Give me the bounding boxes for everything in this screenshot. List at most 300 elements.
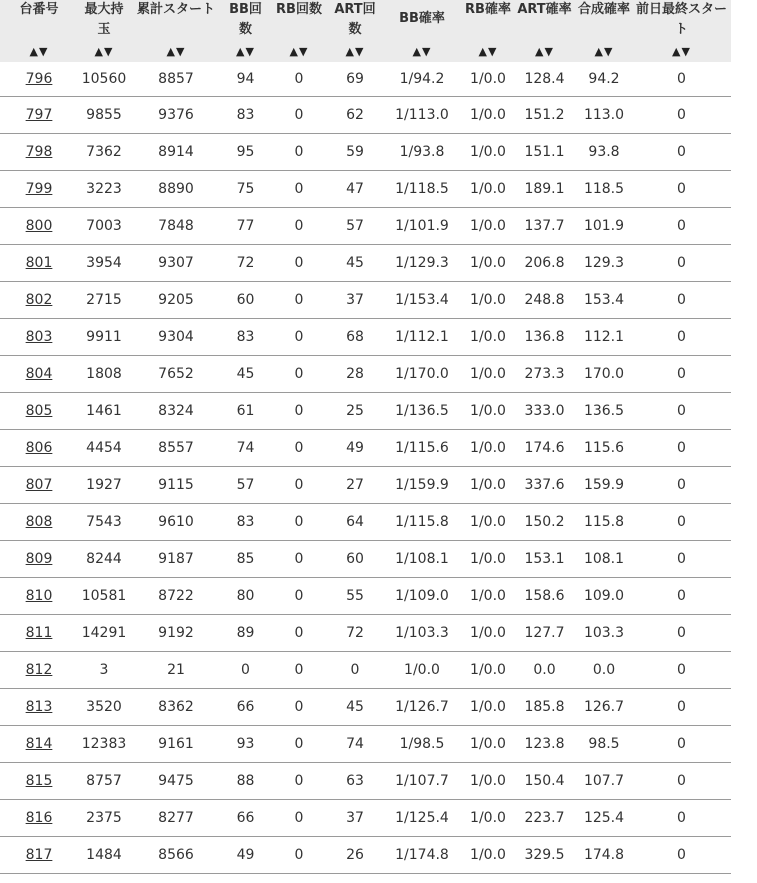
cell-rb: 0 xyxy=(269,62,329,97)
table-row xyxy=(0,689,731,726)
sort-cell-art xyxy=(329,42,381,62)
column-header-rb xyxy=(269,0,329,42)
sort-cell-artp xyxy=(513,42,576,62)
cell-id xyxy=(0,356,78,393)
column-label-total: 累計スタート xyxy=(136,2,215,17)
machine-number-link[interactable]: 811 xyxy=(25,625,53,641)
column-label-art: ART回数 xyxy=(334,2,376,37)
cell-rb: 0 xyxy=(269,134,329,171)
machine-number-link[interactable]: 806 xyxy=(25,440,53,456)
sort-asc-icon[interactable]: ▲ xyxy=(672,45,682,58)
cell-bbp: 1/129.3 xyxy=(381,245,463,282)
machine-number-link[interactable]: 809 xyxy=(25,551,53,567)
cell-max: 1484 xyxy=(78,837,130,874)
table-row xyxy=(0,726,731,763)
cell-bb: 60 xyxy=(222,282,269,319)
sort-asc-icon[interactable]: ▲ xyxy=(94,45,104,58)
cell-total: 21 xyxy=(130,652,222,689)
cell-comb: 113.0 xyxy=(576,97,632,134)
cell-rbp: 1/0.0 xyxy=(463,319,513,356)
cell-art: 27 xyxy=(329,467,381,504)
sort-desc-icon[interactable]: ▼ xyxy=(422,45,432,58)
cell-artp: 333.0 xyxy=(513,393,576,430)
column-header-bb xyxy=(222,0,269,42)
cell-art: 25 xyxy=(329,393,381,430)
machine-number-link[interactable]: 803 xyxy=(25,329,53,345)
cell-rbp: 1/0.0 xyxy=(463,652,513,689)
cell-rbp: 1/0.0 xyxy=(463,430,513,467)
cell-bbp: 1/94.2 xyxy=(381,62,463,97)
sort-asc-icon[interactable]: ▲ xyxy=(29,45,39,58)
cell-max: 1927 xyxy=(78,467,130,504)
cell-max: 7543 xyxy=(78,504,130,541)
cell-artp: 174.6 xyxy=(513,430,576,467)
cell-art: 63 xyxy=(329,763,381,800)
table-row xyxy=(0,245,731,282)
cell-bb: 0 xyxy=(222,652,269,689)
sort-desc-icon[interactable]: ▼ xyxy=(681,45,691,58)
machine-number-link[interactable]: 797 xyxy=(25,107,53,123)
cell-rb: 0 xyxy=(269,504,329,541)
cell-art: 59 xyxy=(329,134,381,171)
sort-cell-bb xyxy=(222,42,269,62)
column-header-bbp xyxy=(381,0,463,42)
column-header-total xyxy=(130,0,222,42)
cell-artp: 128.4 xyxy=(513,62,576,97)
machine-number-link[interactable]: 815 xyxy=(25,773,53,789)
cell-bbp: 1/107.7 xyxy=(381,763,463,800)
cell-rb: 0 xyxy=(269,578,329,615)
cell-id xyxy=(0,134,78,171)
cell-bb: 61 xyxy=(222,393,269,430)
cell-total: 9161 xyxy=(130,726,222,763)
cell-prev: 0 xyxy=(632,430,731,467)
table-row xyxy=(0,282,731,319)
cell-prev: 0 xyxy=(632,97,731,134)
cell-bb: 80 xyxy=(222,578,269,615)
cell-rb: 0 xyxy=(269,430,329,467)
cell-bb: 49 xyxy=(222,837,269,874)
table-row xyxy=(0,467,731,504)
cell-max: 2375 xyxy=(78,800,130,837)
sort-desc-icon[interactable]: ▼ xyxy=(176,45,186,58)
machine-number-link[interactable]: 805 xyxy=(25,403,53,419)
cell-art: 26 xyxy=(329,837,381,874)
sort-desc-icon[interactable]: ▼ xyxy=(299,45,309,58)
table-row xyxy=(0,319,731,356)
cell-max: 8757 xyxy=(78,763,130,800)
cell-rbp: 1/0.0 xyxy=(463,356,513,393)
cell-prev: 0 xyxy=(632,393,731,430)
cell-prev: 0 xyxy=(632,282,731,319)
cell-bb: 45 xyxy=(222,356,269,393)
cell-rbp: 1/0.0 xyxy=(463,393,513,430)
cell-comb: 170.0 xyxy=(576,356,632,393)
cell-artp: 273.3 xyxy=(513,356,576,393)
sort-cell-bbp xyxy=(381,42,463,62)
cell-bbp: 1/136.5 xyxy=(381,393,463,430)
cell-total: 9475 xyxy=(130,763,222,800)
sort-arrows xyxy=(672,42,691,61)
cell-artp: 127.7 xyxy=(513,615,576,652)
cell-artp: 206.8 xyxy=(513,245,576,282)
machine-number-link[interactable]: 812 xyxy=(25,662,53,678)
machine-number-link[interactable]: 810 xyxy=(25,588,53,604)
cell-bbp: 1/174.8 xyxy=(381,837,463,874)
machine-number-link[interactable]: 808 xyxy=(25,514,53,530)
sort-desc-icon[interactable]: ▼ xyxy=(544,45,554,58)
cell-art: 37 xyxy=(329,800,381,837)
cell-max: 12383 xyxy=(78,726,130,763)
cell-id xyxy=(0,430,78,467)
cell-comb: 115.6 xyxy=(576,430,632,467)
cell-max: 10581 xyxy=(78,578,130,615)
cell-max: 3520 xyxy=(78,689,130,726)
column-header-comb xyxy=(576,0,632,42)
cell-id xyxy=(0,393,78,430)
machine-number-link[interactable]: 798 xyxy=(25,144,53,160)
table-body xyxy=(0,62,731,874)
sort-arrows xyxy=(95,42,114,61)
cell-max: 2715 xyxy=(78,282,130,319)
cell-rbp: 1/0.0 xyxy=(463,800,513,837)
cell-rbp: 1/0.0 xyxy=(463,689,513,726)
cell-rb: 0 xyxy=(269,393,329,430)
cell-artp: 153.1 xyxy=(513,541,576,578)
sort-arrows xyxy=(413,42,432,61)
cell-rb: 0 xyxy=(269,726,329,763)
machine-number-link[interactable]: 801 xyxy=(25,255,53,271)
cell-total: 9187 xyxy=(130,541,222,578)
cell-total: 8857 xyxy=(130,62,222,97)
cell-rb: 0 xyxy=(269,800,329,837)
cell-rbp: 1/0.0 xyxy=(463,578,513,615)
cell-art: 47 xyxy=(329,171,381,208)
cell-rbp: 1/0.0 xyxy=(463,726,513,763)
cell-artp: 136.8 xyxy=(513,319,576,356)
cell-bbp: 1/0.0 xyxy=(381,652,463,689)
cell-artp: 0.0 xyxy=(513,652,576,689)
cell-bbp: 1/153.4 xyxy=(381,282,463,319)
sort-desc-icon[interactable]: ▼ xyxy=(488,45,498,58)
cell-bb: 94 xyxy=(222,62,269,97)
table-row xyxy=(0,615,731,652)
cell-bb: 57 xyxy=(222,467,269,504)
cell-rb: 0 xyxy=(269,208,329,245)
cell-max: 3223 xyxy=(78,171,130,208)
cell-rbp: 1/0.0 xyxy=(463,134,513,171)
cell-id xyxy=(0,208,78,245)
cell-art: 62 xyxy=(329,97,381,134)
cell-bb: 75 xyxy=(222,171,269,208)
cell-rb: 0 xyxy=(269,689,329,726)
cell-bbp: 1/159.9 xyxy=(381,467,463,504)
cell-rbp: 1/0.0 xyxy=(463,171,513,208)
table-row xyxy=(0,171,731,208)
cell-rb: 0 xyxy=(269,467,329,504)
sort-cell-rb xyxy=(269,42,329,62)
cell-comb: 103.3 xyxy=(576,615,632,652)
cell-rbp: 1/0.0 xyxy=(463,541,513,578)
sort-asc-icon[interactable]: ▲ xyxy=(478,45,488,58)
column-label-id: 台番号 xyxy=(19,2,59,17)
sort-desc-icon[interactable]: ▼ xyxy=(245,45,255,58)
cell-id xyxy=(0,800,78,837)
table-row xyxy=(0,134,731,171)
cell-prev: 0 xyxy=(632,689,731,726)
cell-comb: 118.5 xyxy=(576,171,632,208)
cell-comb: 126.7 xyxy=(576,689,632,726)
cell-prev: 0 xyxy=(632,615,731,652)
cell-artp: 189.1 xyxy=(513,171,576,208)
sort-asc-icon[interactable]: ▲ xyxy=(412,45,422,58)
cell-id xyxy=(0,837,78,874)
cell-rbp: 1/0.0 xyxy=(463,208,513,245)
machine-number-link[interactable]: 802 xyxy=(25,292,53,308)
table-row xyxy=(0,430,731,467)
cell-rb: 0 xyxy=(269,652,329,689)
cell-comb: 115.8 xyxy=(576,504,632,541)
cell-comb: 159.9 xyxy=(576,467,632,504)
cell-comb: 153.4 xyxy=(576,282,632,319)
cell-comb: 101.9 xyxy=(576,208,632,245)
cell-artp: 150.4 xyxy=(513,763,576,800)
cell-rbp: 1/0.0 xyxy=(463,837,513,874)
cell-id xyxy=(0,97,78,134)
cell-art: 28 xyxy=(329,356,381,393)
cell-comb: 93.8 xyxy=(576,134,632,171)
cell-artp: 337.6 xyxy=(513,467,576,504)
machine-number-link[interactable]: 814 xyxy=(25,736,53,752)
sort-arrows xyxy=(595,42,614,61)
machine-number-link[interactable]: 813 xyxy=(25,699,53,715)
cell-id xyxy=(0,171,78,208)
cell-prev: 0 xyxy=(632,134,731,171)
table-row xyxy=(0,652,731,689)
cell-art: 45 xyxy=(329,689,381,726)
cell-prev: 0 xyxy=(632,319,731,356)
cell-comb: 136.5 xyxy=(576,393,632,430)
cell-max: 9911 xyxy=(78,319,130,356)
cell-id xyxy=(0,689,78,726)
cell-bbp: 1/98.5 xyxy=(381,726,463,763)
cell-max: 9855 xyxy=(78,97,130,134)
cell-comb: 125.4 xyxy=(576,800,632,837)
cell-total: 9205 xyxy=(130,282,222,319)
sort-asc-icon[interactable]: ▲ xyxy=(166,45,176,58)
cell-total: 8324 xyxy=(130,393,222,430)
sort-arrows xyxy=(290,42,309,61)
cell-bbp: 1/113.0 xyxy=(381,97,463,134)
cell-max: 1461 xyxy=(78,393,130,430)
cell-bb: 77 xyxy=(222,208,269,245)
sort-cell-id xyxy=(0,42,78,62)
cell-total: 8557 xyxy=(130,430,222,467)
cell-total: 9610 xyxy=(130,504,222,541)
cell-artp: 150.2 xyxy=(513,504,576,541)
cell-total: 9192 xyxy=(130,615,222,652)
table-row xyxy=(0,208,731,245)
cell-art: 55 xyxy=(329,578,381,615)
column-label-rbp: RB確率 xyxy=(465,2,511,17)
cell-comb: 174.8 xyxy=(576,837,632,874)
sort-arrows xyxy=(479,42,498,61)
machine-number-link[interactable]: 817 xyxy=(25,847,53,863)
cell-comb: 108.1 xyxy=(576,541,632,578)
cell-bbp: 1/118.5 xyxy=(381,171,463,208)
cell-prev: 0 xyxy=(632,356,731,393)
cell-bbp: 1/170.0 xyxy=(381,356,463,393)
cell-max: 3954 xyxy=(78,245,130,282)
cell-artp: 329.5 xyxy=(513,837,576,874)
cell-art: 68 xyxy=(329,319,381,356)
cell-total: 8277 xyxy=(130,800,222,837)
cell-prev: 0 xyxy=(632,578,731,615)
column-header-max xyxy=(78,0,130,42)
cell-artp: 158.6 xyxy=(513,578,576,615)
sort-arrows xyxy=(167,42,186,61)
cell-total: 9115 xyxy=(130,467,222,504)
cell-rb: 0 xyxy=(269,319,329,356)
cell-id xyxy=(0,504,78,541)
cell-art: 69 xyxy=(329,62,381,97)
sort-asc-icon[interactable]: ▲ xyxy=(535,45,545,58)
cell-bb: 88 xyxy=(222,763,269,800)
cell-rbp: 1/0.0 xyxy=(463,97,513,134)
cell-prev: 0 xyxy=(632,245,731,282)
cell-prev: 0 xyxy=(632,504,731,541)
column-label-max: 最大持玉 xyxy=(84,2,124,37)
cell-id xyxy=(0,541,78,578)
cell-artp: 151.1 xyxy=(513,134,576,171)
cell-art: 72 xyxy=(329,615,381,652)
machine-number-link[interactable]: 800 xyxy=(25,218,53,234)
cell-bb: 89 xyxy=(222,615,269,652)
cell-max: 3 xyxy=(78,652,130,689)
column-header-artp xyxy=(513,0,576,42)
cell-max: 10560 xyxy=(78,62,130,97)
cell-rb: 0 xyxy=(269,837,329,874)
sort-cell-prev xyxy=(632,42,731,62)
cell-prev: 0 xyxy=(632,171,731,208)
cell-bbp: 1/115.6 xyxy=(381,430,463,467)
cell-rbp: 1/0.0 xyxy=(463,62,513,97)
cell-bb: 72 xyxy=(222,245,269,282)
cell-rbp: 1/0.0 xyxy=(463,245,513,282)
cell-id xyxy=(0,282,78,319)
cell-total: 7652 xyxy=(130,356,222,393)
cell-rb: 0 xyxy=(269,171,329,208)
cell-bb: 74 xyxy=(222,430,269,467)
cell-comb: 109.0 xyxy=(576,578,632,615)
cell-id xyxy=(0,763,78,800)
cell-bb: 93 xyxy=(222,726,269,763)
sort-arrows xyxy=(535,42,554,61)
column-label-prev: 前日最終スタート xyxy=(635,2,727,37)
cell-rbp: 1/0.0 xyxy=(463,763,513,800)
cell-total: 9307 xyxy=(130,245,222,282)
cell-bbp: 1/109.0 xyxy=(381,578,463,615)
table-row xyxy=(0,356,731,393)
cell-rb: 0 xyxy=(269,356,329,393)
cell-total: 7848 xyxy=(130,208,222,245)
cell-art: 37 xyxy=(329,282,381,319)
cell-prev: 0 xyxy=(632,763,731,800)
sort-arrows xyxy=(346,42,365,61)
cell-comb: 129.3 xyxy=(576,245,632,282)
cell-total: 9376 xyxy=(130,97,222,134)
cell-id xyxy=(0,62,78,97)
cell-art: 60 xyxy=(329,541,381,578)
cell-id xyxy=(0,467,78,504)
sort-arrows xyxy=(236,42,255,61)
cell-total: 8722 xyxy=(130,578,222,615)
sort-arrows xyxy=(30,42,49,61)
cell-artp: 223.7 xyxy=(513,800,576,837)
table-row xyxy=(0,541,731,578)
cell-id xyxy=(0,319,78,356)
cell-bbp: 1/101.9 xyxy=(381,208,463,245)
cell-art: 64 xyxy=(329,504,381,541)
table-row xyxy=(0,62,731,97)
sort-row xyxy=(0,42,731,62)
cell-prev: 0 xyxy=(632,652,731,689)
machine-number-link[interactable]: 804 xyxy=(25,366,53,382)
cell-total: 8890 xyxy=(130,171,222,208)
table-header-row xyxy=(0,0,731,42)
cell-rb: 0 xyxy=(269,245,329,282)
cell-prev: 0 xyxy=(632,837,731,874)
cell-comb: 107.7 xyxy=(576,763,632,800)
cell-bb: 95 xyxy=(222,134,269,171)
machine-number-link[interactable]: 799 xyxy=(25,181,53,197)
table-row xyxy=(0,763,731,800)
cell-id xyxy=(0,578,78,615)
cell-art: 49 xyxy=(329,430,381,467)
cell-art: 45 xyxy=(329,245,381,282)
cell-total: 8362 xyxy=(130,689,222,726)
sort-desc-icon[interactable]: ▼ xyxy=(39,45,49,58)
table-row xyxy=(0,578,731,615)
machine-number-link[interactable]: 796 xyxy=(25,71,53,87)
cell-bb: 85 xyxy=(222,541,269,578)
cell-bb: 66 xyxy=(222,689,269,726)
sort-desc-icon[interactable]: ▼ xyxy=(104,45,114,58)
cell-bb: 83 xyxy=(222,319,269,356)
column-label-rb: RB回数 xyxy=(276,2,322,17)
cell-id xyxy=(0,615,78,652)
sort-asc-icon[interactable]: ▲ xyxy=(236,45,246,58)
sort-asc-icon[interactable]: ▲ xyxy=(289,45,299,58)
column-label-bb: BB回数 xyxy=(229,2,262,37)
cell-bbp: 1/126.7 xyxy=(381,689,463,726)
machine-number-link[interactable]: 816 xyxy=(25,810,53,826)
sort-asc-icon[interactable]: ▲ xyxy=(594,45,604,58)
cell-bb: 83 xyxy=(222,97,269,134)
cell-bbp: 1/93.8 xyxy=(381,134,463,171)
cell-prev: 0 xyxy=(632,541,731,578)
column-header-prev xyxy=(632,0,731,42)
sort-asc-icon[interactable]: ▲ xyxy=(345,45,355,58)
table-row xyxy=(0,393,731,430)
cell-comb: 98.5 xyxy=(576,726,632,763)
cell-max: 14291 xyxy=(78,615,130,652)
sort-desc-icon[interactable]: ▼ xyxy=(604,45,614,58)
cell-art: 0 xyxy=(329,652,381,689)
cell-bbp: 1/115.8 xyxy=(381,504,463,541)
machine-number-link[interactable]: 807 xyxy=(25,477,53,493)
sort-desc-icon[interactable]: ▼ xyxy=(355,45,365,58)
